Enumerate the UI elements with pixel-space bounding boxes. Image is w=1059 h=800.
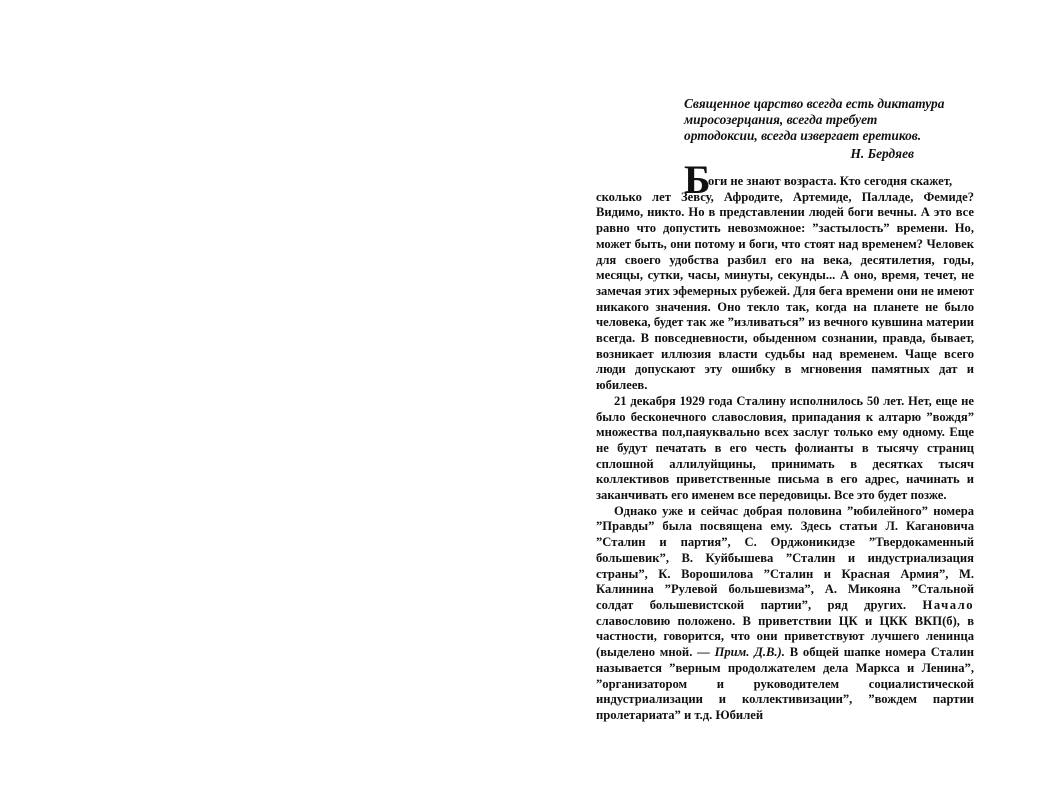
editor-note: Прим. Д.В.). [714,645,785,660]
epigraph-text [684,96,974,144]
epigraph [684,96,974,162]
epigraph-line-2: миросозерцания, всегда требует [684,112,878,127]
epigraph-line-1: Священное царство всегда есть диктатура [684,96,945,111]
epigraph-author: Н. Бердяев [850,146,914,161]
paragraph-1-rest: сколько лет Зевсу, Афродите, Артемиде, Палладе, Фемиде? Видимо, никто. Но в представлении людей боги вечны. А это все равно что допустить невозможное: ”застылость” времени. Но, может быть, они потому и боги, что стоят над временем? Человек для своего удобства разбил его на века, десятилетия, годы, месяцы, сутки, часы, минуты, секунды... А оно, время, течет, не замечая этих эфемерных рубежей. Для бега времени они не имеют никакого значения. Оно текло так, когда на планете не было человека, будет так же ”изливаться” из вечного кувшина материи всегда. В повседневности, обыденном сознании, правда, бывает, возникает иллюзия власти судьбы над временем. Чаще всего люди допускают эту ошибку в мгновения памятных дат и юбилеев. [596,189,974,393]
paragraph-3-part-a: Однако уже и сейчас добрая половина ”юбилейного” номера ”Правды” была посвящена ему. Здесь статьи Л. Кагановича ”Сталин и партия”, С. Орджоникидзе ”Твердокаменный большевик”, В. Куйбышева ”Сталин и индустриализация страны”, К. Ворошилова ”Сталин и Красная Армия”, М. Калинина ”Рулевой большевизма”, А. Микояна ”Стальной солдат большевистской партии”, ряд других. [596,503,974,612]
paragraph-3-spaced-word: Начало [922,597,974,612]
paragraph-1-first-line: оги не знают возраста. Кто сегодня скажет, [708,174,953,188]
article-body [596,157,974,724]
paragraph-3-part-b: славословию положено. В приветствии ЦК и ЦКК ВКП(б), в частности, говорится, что они приветствуют лучшего ленинца (выделено мной. — [596,613,974,660]
paragraph-1 [596,157,974,394]
paragraph-2: 21 декабря 1929 года Сталину исполнилось 50 лет. Нет, еще не было бесконечного славословия, припадания к алтарю ”вождя” множества пол,паяуквально всех заслуг только ему одному. Еще не будут печатать в его честь фолианты в тысячу страниц сплошной аллилуйщины, принимать в десятках тысяч коллективов приветственные письма в его адрес, начинать и заканчивать его именем все передовицы. Все это будет позже. [596,393,974,503]
paragraph-3 [596,504,974,724]
epigraph-line-3: ортодоксии, всегда извергает еретиков. [684,128,922,143]
paragraph-3-part-c: В общей шапке номера Сталин называется ”верным продолжателем дела Маркса и Ленина”, ”организатором и руководителем социалистической индустриализации и коллективизации”, ”вождем партии пролетариата” и т.д. Юбилей [596,645,974,722]
text-column [596,96,974,724]
drop-cap: Б [684,157,711,202]
